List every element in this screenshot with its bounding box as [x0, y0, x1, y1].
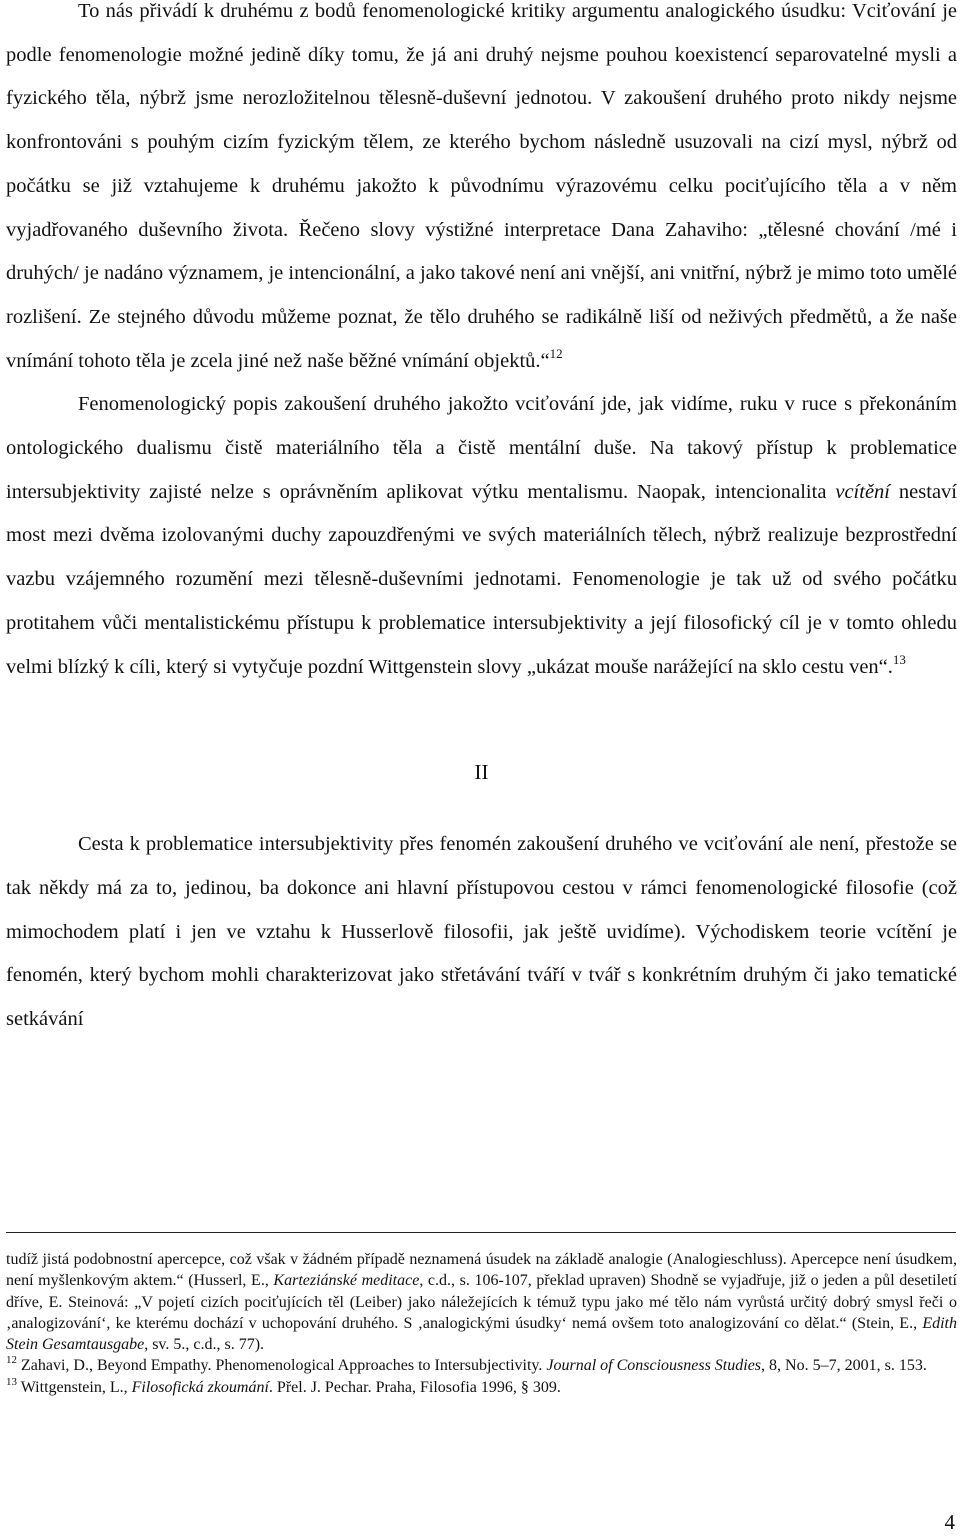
footnote-13-number: 13	[6, 1375, 17, 1388]
paragraph-2-text-a: Fenomenologický popis zakoušení druhého jakožto vciťování jde, jak vidíme, ruku v ruce s překonáním ontologického dualismu čistě materiálního těla a čistě mentální duše. Na takový přístup k problematice intersubjektivity zajisté nelze s oprávněním aplikovat výtku mentalismu. Naopak, intencionalita	[6, 393, 957, 503]
footnote-12	[6, 1355, 957, 1376]
footnote-cont-text-b: , c.d., s. 106-107, překlad upraven) Shodně se vyjadřuje, již o jeden a půl desetiletí dříve, E. Steinová: „V pojetí cizích pociťujících těl (Leiber) jako náležejících k témuž typu jako mé tělo nám vyrůstá určitý dobrý smysl řeči o ‚analogizování‘, ke kterému dochází v uchopování druhého. S ‚analogickými úsudky‘ nemá ovšem toto analogizování co dělat.“ (Stein, E.,	[6, 1272, 958, 1332]
footnote-divider	[6, 1232, 956, 1233]
footnote-13-text-a: Wittgenstein, L.,	[17, 1378, 132, 1396]
paragraph-2-text-b: nestaví most mezi dvěma izolovanými duchy zapouzdřenými ve svých materiálních tělech, nýbrž realizuje bezprostřední vazbu vzájemného rozumění mezi tělesně-duševními jednotami. Fenomenologie je tak už od svého počátku protitahem vůči mentalistickému přístupu k problematice intersubjektivity a její filosofický cíl je v tomto ohledu velmi blízký k cíli, který si vytyčuje pozdní Wittgenstein slovy „ukázat mouše narážející na sklo cestu ven“.	[6, 480, 957, 678]
footnotes	[6, 1249, 957, 1398]
footnote-cont-title-1: Karteziánské meditace	[273, 1272, 420, 1290]
page	[6, 0, 957, 1042]
footnote-continuation	[6, 1249, 957, 1355]
paragraph-3: Cesta k problematice intersubjektivity přes fenomén zakoušení druhého ve vciťování ale není, přestože se tak někdy má za to, jedinou, ba dokonce ani hlavní přístupovou cestou v rámci fenomenologické filosofie (což mimochodem platí i jen ve vztahu k Husserlově filosofii, jak ještě uvidíme). Východiskem teorie vcítění je fenomén, který bychom mohli charakterizovat jako střetávání tváří v tvář s konkrétním druhým či jako tematické setkávání	[6, 833, 957, 1031]
footnote-cont-text-a: tudíž jistá podobnostní apercepce, což však v žádném případě neznamená úsudek na základě analogie (Analogieschluss). Apercepce není úsudkem, není myšlenkovým aktem.“ (Husserl, E.,	[6, 1251, 957, 1290]
body-text	[6, 0, 957, 1042]
paragraph-2-emphasis: vcítění	[835, 480, 890, 503]
footnote-12-text-a: Zahavi, D., Beyond Empathy. Phenomenological Approaches to Intersubjectivity.	[17, 1357, 547, 1375]
footnote-12-title: Journal of Consciousness Studies	[546, 1357, 762, 1375]
footnote-13	[6, 1377, 957, 1398]
footnote-ref-12[interactable]: 12	[549, 345, 563, 361]
paragraph-2	[6, 383, 957, 689]
paragraph-1	[6, 0, 957, 383]
footnote-ref-13[interactable]: 13	[892, 651, 906, 667]
section-heading: II	[474, 760, 489, 785]
footnote-cont-text-c: , sv. 5., c.d., s. 77).	[144, 1336, 265, 1354]
paragraph-1-text: To nás přivádí k druhému z bodů fenomenologické kritiky argumentu analogického úsudku: Vciťování je podle fenomenologie možné jedině díky tomu, že já ani druhý nejsme pouhou koexistencí separovatelné mysli a fyzického těla, nýbrž jsme nerozložitelnou tělesně-duševní jednotou. V zakoušení druhého proto nikdy nejsme konfrontováni s pouhým cizím fyzickým tělem, ze kterého bychom následně usuzovali na cizí mysl, nýbrž od počátku se již vztahujeme k druhému jakožto k původnímu výrazovému celku pociťujícího těla a v něm vyjadřovaného duševního života. Řečeno slovy výstižné interpretace Dana Zahaviho: „tělesné chování /mé i druhých/ je nadáno významem, je intencionální, a jako takové není ani vnější, ani vnitřní, nýbrž je mimo toto umělé rozlišení. Ze stejného důvodu můžeme poznat, že tělo druhého se radikálně liší od neživých předmětů, a že naše vnímání tohoto těla je zcela jiné než naše běžné vnímání objektů.“	[6, 0, 957, 372]
page-number: 4	[944, 1510, 955, 1534]
footnote-13-title: Filosofická zkoumání	[131, 1378, 269, 1396]
footnote-13-text-b: . Přel. J. Pechar. Praha, Filosofia 1996, § 309.	[268, 1378, 561, 1396]
footnote-cont-title-2: Edith Stein Gesamtausgabe	[6, 1314, 957, 1354]
footnote-12-text-b: , 8, No. 5–7, 2001, s. 153.	[761, 1357, 927, 1375]
footnote-12-number: 12	[6, 1354, 17, 1367]
